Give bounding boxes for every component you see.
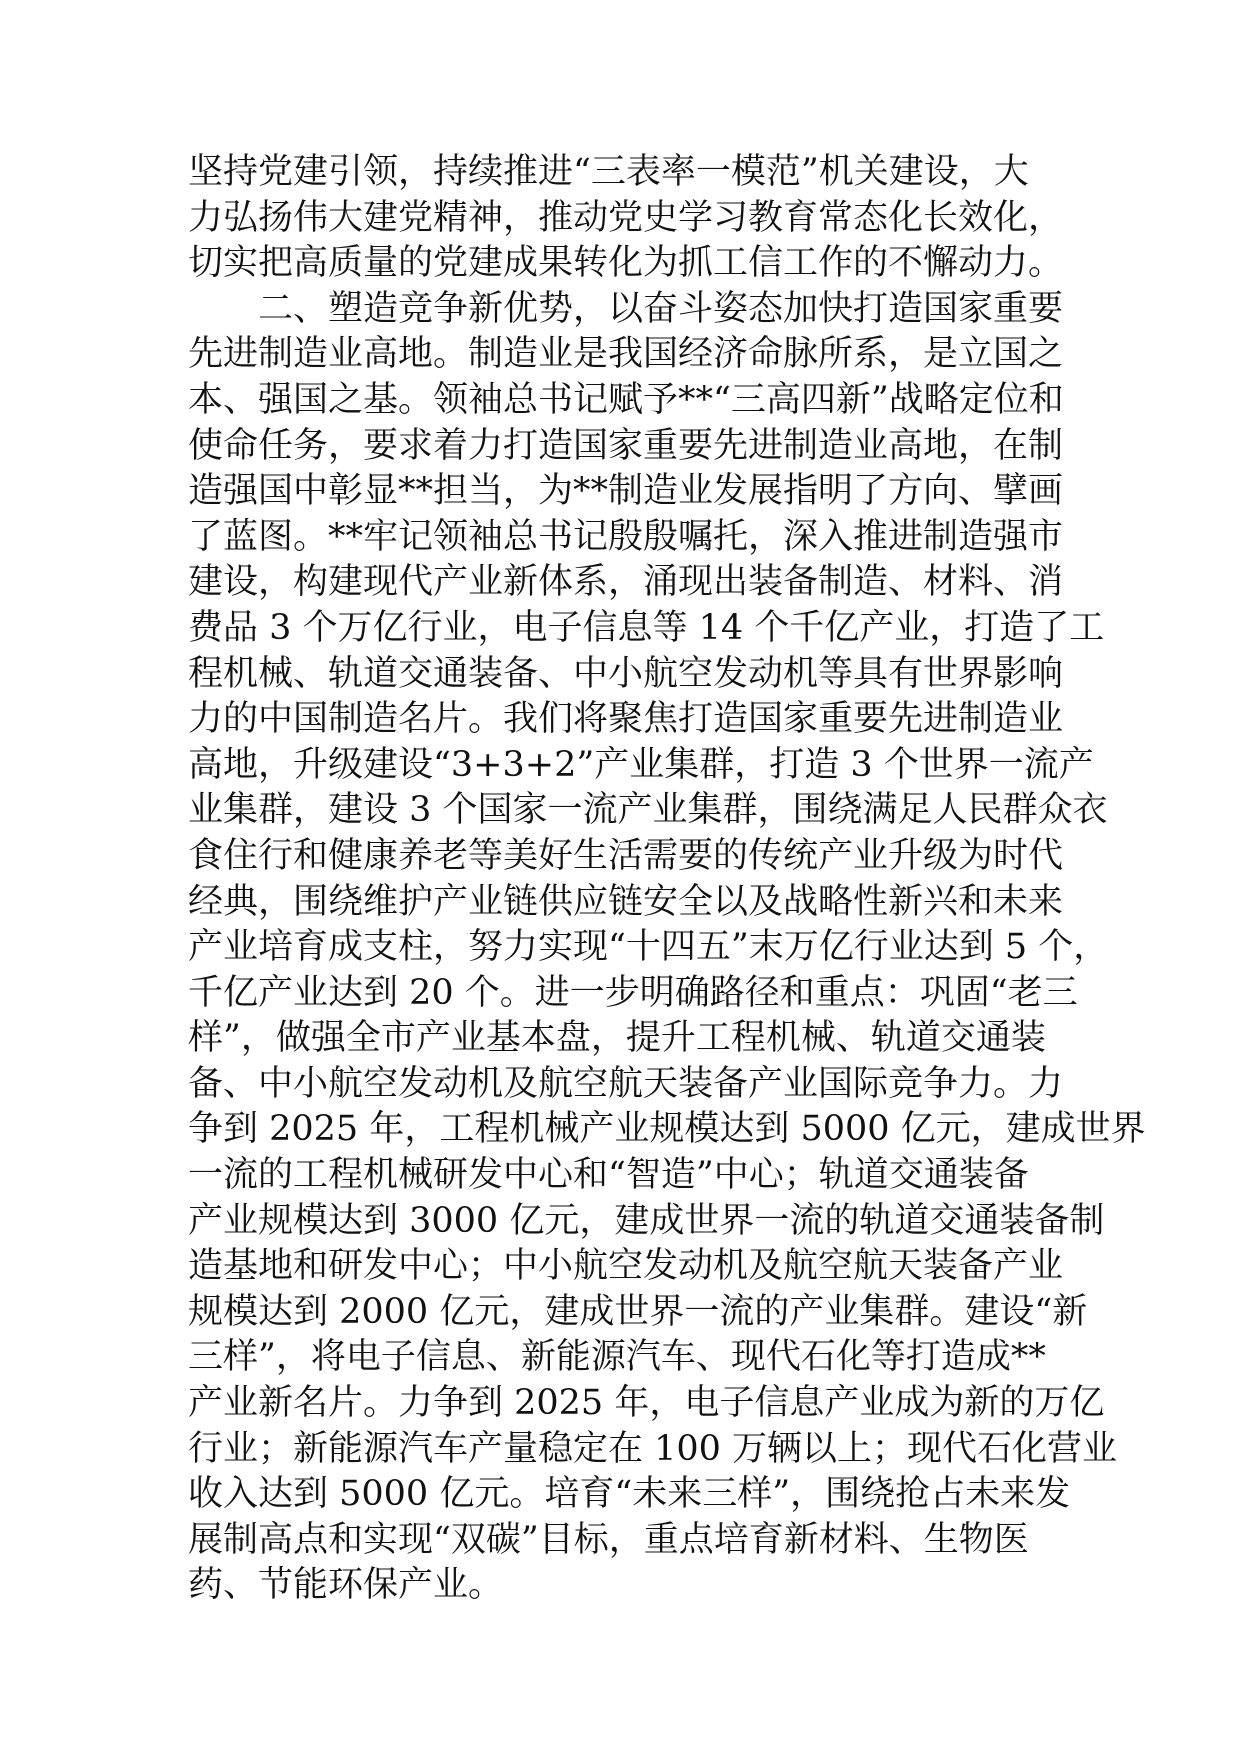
text-line: 一流的工程机械研发中心和“智造”中心；轨道交通装备 xyxy=(188,1155,1029,1196)
text-line: 造基地和研发中心；中小航空发动机及航空航天装备产业 xyxy=(188,1246,1064,1287)
text-line: 坚持党建引领，持续推进“三表率一模范”机关建设，大 xyxy=(188,152,1029,192)
text-line: 产业培育成支柱，努力实现“十四五”末万亿行业达到 5 个， xyxy=(188,927,1109,968)
body-text xyxy=(188,150,1146,1609)
text-line: 产业新名片。力争到 2025 年，电子信息产业成为新的万亿 xyxy=(188,1383,1105,1424)
text-line: 争到 2025 年，工程机械产业规模达到 5000 亿元，建成世界 xyxy=(188,1109,1146,1150)
text-line: 业集群，建设 3 个国家一流产业集群，围绕满足人民群众衣 xyxy=(188,790,1108,831)
text-line: 先进制造业高地。制造业是我国经济命脉所系，是立国之 xyxy=(188,334,1064,375)
text-line: 力弘扬伟大建党精神，推动党史学习教育常态化长效化， xyxy=(188,197,1064,238)
text-line: 本、强国之基。领袖总书记赋予**“三高四新”战略定位和 xyxy=(188,379,1064,420)
text-line: 食住行和健康养老等美好生活需要的传统产业升级为时代 xyxy=(188,835,1064,876)
section-heading-line: 二、塑造竞争新优势，以奋斗姿态加快打造国家重要 xyxy=(258,288,1064,329)
text-line: 费品 3 个万亿行业，电子信息等 14 个千亿产业，打造了工 xyxy=(188,607,1105,648)
text-line: 千亿产业达到 20 个。进一步明确路径和重点：巩固“老三 xyxy=(188,972,1078,1013)
text-line: 经典，围绕维护产业链供应链安全以及战略性新兴和未来 xyxy=(188,881,1064,922)
text-line: 三样”，将电子信息、新能源汽车、现代石化等打造成** xyxy=(188,1337,1046,1378)
text-line: 行业；新能源汽车产量稳定在 100 万辆以上；现代石化营业 xyxy=(188,1428,1118,1469)
text-line: 使命任务，要求着力打造国家重要先进制造业高地，在制 xyxy=(188,425,1064,466)
text-line: 备、中小航空发动机及航空航天装备产业国际竞争力。力 xyxy=(188,1063,1064,1104)
text-line: 样”，做强全市产业基本盘，提升工程机械、轨道交通装 xyxy=(188,1018,1046,1059)
text-line: 收入达到 5000 亿元。培育“未来三样”，围绕抢占未来发 xyxy=(188,1474,1071,1515)
text-line: 程机械、轨道交通装备、中小航空发动机等具有世界影响 xyxy=(188,653,1064,694)
text-line: 切实把高质量的党建成果转化为抓工信工作的不懈动力。 xyxy=(188,243,1064,284)
text-line: 造强国中彰显**担当，为**制造业发展指明了方向、擘画 xyxy=(188,471,1064,512)
text-line: 力的中国制造名片。我们将聚焦打造国家重要先进制造业 xyxy=(188,699,1064,740)
text-line: 建设，构建现代产业新体系，涌现出装备制造、材料、消 xyxy=(188,562,1064,603)
text-line: 展制高点和实现“双碳”目标，重点培育新材料、生物医 xyxy=(188,1519,1029,1560)
text-line: 了蓝图。**牢记领袖总书记殷殷嘱托，深入推进制造强市 xyxy=(188,516,1064,557)
paragraph-last-line: 药、节能环保产业。 xyxy=(188,1565,504,1606)
text-line: 高地，升级建设“3+3+2”产业集群，打造 3 个世界一流产 xyxy=(188,744,1094,785)
text-line: 产业规模达到 3000 亿元，建成世界一流的轨道交通装备制 xyxy=(188,1200,1105,1241)
text-line: 规模达到 2000 亿元，建成世界一流的产业集群。建设“新 xyxy=(188,1291,1088,1332)
